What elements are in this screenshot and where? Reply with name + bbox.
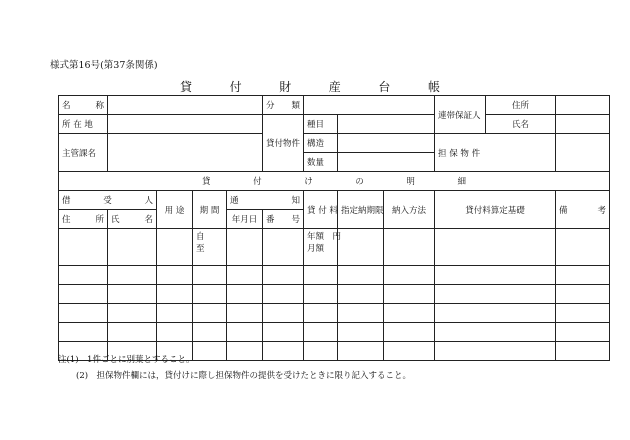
borrower-name-header: 氏 名 bbox=[108, 210, 157, 229]
period-from: 自 bbox=[196, 232, 205, 242]
type-label: 種目 bbox=[304, 115, 338, 134]
table-cell[interactable] bbox=[556, 266, 610, 285]
notice-header: 通 知 bbox=[227, 191, 304, 210]
table-row-cell[interactable] bbox=[435, 229, 556, 266]
table-cell[interactable] bbox=[157, 323, 193, 342]
location-value[interactable] bbox=[108, 115, 263, 134]
table-cell[interactable] bbox=[263, 266, 304, 285]
table-cell[interactable] bbox=[193, 266, 227, 285]
table-cell[interactable] bbox=[304, 285, 338, 304]
structure-value[interactable] bbox=[338, 134, 435, 153]
table-cell[interactable] bbox=[193, 304, 227, 323]
table-cell[interactable] bbox=[227, 323, 263, 342]
quantity-label: 数量 bbox=[304, 153, 338, 172]
collateral-value[interactable] bbox=[556, 134, 610, 172]
fee-monthly: 月額 bbox=[307, 244, 325, 254]
table-cell[interactable] bbox=[59, 266, 108, 285]
guarantor-address-value[interactable] bbox=[556, 96, 610, 115]
table-cell[interactable] bbox=[304, 266, 338, 285]
structure-label: 構造 bbox=[304, 134, 338, 153]
title-char: 産 bbox=[328, 80, 341, 94]
table-row-cell[interactable] bbox=[338, 229, 384, 266]
table-cell[interactable] bbox=[108, 285, 157, 304]
table-cell[interactable] bbox=[556, 323, 610, 342]
table-cell[interactable] bbox=[227, 304, 263, 323]
note-2: (2) 担保物件欄には，貸付けに際し担保物件の提供を受けたときに限り記入すること。 bbox=[76, 371, 412, 381]
table-cell[interactable] bbox=[338, 323, 384, 342]
table-cell[interactable] bbox=[384, 323, 435, 342]
table-cell[interactable] bbox=[435, 304, 556, 323]
fee-annual: 年額 円 bbox=[307, 232, 342, 242]
purpose-header: 用 途 bbox=[157, 191, 193, 229]
table-cell[interactable] bbox=[435, 285, 556, 304]
title-char: 財 bbox=[279, 80, 292, 94]
collateral-label: 担 保 物 件 bbox=[435, 134, 556, 172]
table-cell[interactable] bbox=[435, 266, 556, 285]
guarantor-name-value[interactable] bbox=[556, 115, 610, 134]
table-row-cell[interactable] bbox=[384, 229, 435, 266]
table-row bbox=[59, 323, 610, 342]
loan-property-label: 貸付物件 bbox=[263, 115, 304, 172]
table-cell[interactable] bbox=[193, 285, 227, 304]
table-cell[interactable] bbox=[157, 304, 193, 323]
guarantor-address-label: 住所 bbox=[486, 96, 556, 115]
table-cell[interactable] bbox=[193, 323, 227, 342]
table-cell[interactable] bbox=[59, 304, 108, 323]
table-cell[interactable] bbox=[384, 266, 435, 285]
table-cell[interactable] bbox=[384, 304, 435, 323]
remarks-header: 備 考 bbox=[556, 191, 610, 229]
table-row-cell[interactable] bbox=[59, 229, 108, 266]
table-cell[interactable] bbox=[556, 285, 610, 304]
date-header: 年月日 bbox=[227, 210, 263, 229]
table-row bbox=[59, 285, 610, 304]
department-label: 主管課名 bbox=[59, 134, 108, 172]
table-cell[interactable] bbox=[108, 304, 157, 323]
table-cell[interactable] bbox=[108, 323, 157, 342]
section-title: 貸 付 け の 明 細 bbox=[59, 172, 610, 191]
location-label: 所 在 地 bbox=[59, 115, 108, 134]
name-label: 名 称 bbox=[59, 96, 108, 115]
guarantor-name-label: 氏名 bbox=[486, 115, 556, 134]
table-cell[interactable] bbox=[59, 323, 108, 342]
title-char: 付 bbox=[229, 80, 242, 94]
table-row bbox=[59, 266, 610, 285]
table-cell[interactable] bbox=[227, 266, 263, 285]
table-cell[interactable] bbox=[338, 266, 384, 285]
period-cell[interactable] bbox=[193, 229, 227, 266]
table-cell[interactable] bbox=[108, 266, 157, 285]
footnotes bbox=[58, 352, 411, 384]
quantity-value[interactable] bbox=[338, 153, 435, 172]
table-cell[interactable] bbox=[304, 323, 338, 342]
table-cell[interactable] bbox=[59, 285, 108, 304]
payment-header: 納入方法 bbox=[384, 191, 435, 229]
table-cell[interactable] bbox=[263, 304, 304, 323]
fee-cell[interactable] bbox=[304, 229, 342, 266]
table-cell[interactable] bbox=[157, 285, 193, 304]
title-char: 帳 bbox=[427, 80, 440, 94]
table-cell[interactable] bbox=[338, 304, 384, 323]
table-cell[interactable] bbox=[263, 323, 304, 342]
note-1: 注(1) 1件ごとに別葉とすること。 bbox=[58, 355, 195, 365]
table-cell[interactable] bbox=[435, 342, 556, 361]
category-value[interactable] bbox=[304, 96, 435, 115]
title-char: 貸 bbox=[180, 80, 193, 94]
form-number: 様式第16号(第37条関係) bbox=[50, 60, 158, 71]
table-cell[interactable] bbox=[435, 323, 556, 342]
type-value[interactable] bbox=[338, 115, 435, 134]
name-value[interactable] bbox=[108, 96, 263, 115]
guarantor-label: 連帯保証人 bbox=[435, 96, 486, 134]
table-row-cell[interactable] bbox=[108, 229, 157, 266]
table-cell[interactable] bbox=[157, 266, 193, 285]
category-label: 分 類 bbox=[263, 96, 304, 115]
basis-header: 貸付料算定基礎 bbox=[435, 191, 556, 229]
table-cell[interactable] bbox=[556, 342, 610, 361]
table-row-cell[interactable] bbox=[157, 229, 193, 266]
period-to: 至 bbox=[196, 244, 205, 254]
table-row bbox=[59, 304, 610, 323]
number-header: 番 号 bbox=[263, 210, 304, 229]
title-char: 台 bbox=[378, 80, 391, 94]
table-row-cell[interactable] bbox=[556, 229, 610, 266]
form-title bbox=[180, 78, 440, 95]
table-cell[interactable] bbox=[384, 285, 435, 304]
borrower-header: 借 受 人 bbox=[59, 191, 157, 210]
table-cell[interactable] bbox=[263, 285, 304, 304]
deadline-header: 指定納期限 bbox=[338, 191, 384, 229]
fee-header: 貸 付 料 bbox=[304, 191, 338, 229]
table-cell[interactable] bbox=[227, 285, 263, 304]
table-cell[interactable] bbox=[338, 285, 384, 304]
ledger-table bbox=[58, 95, 610, 361]
table-row-cell[interactable] bbox=[227, 229, 263, 266]
table-cell[interactable] bbox=[304, 304, 338, 323]
period-header: 期 間 bbox=[193, 191, 227, 229]
address-header: 住 所 bbox=[59, 210, 108, 229]
department-value[interactable] bbox=[108, 134, 263, 172]
table-row-cell[interactable] bbox=[263, 229, 304, 266]
table-cell[interactable] bbox=[556, 304, 610, 323]
